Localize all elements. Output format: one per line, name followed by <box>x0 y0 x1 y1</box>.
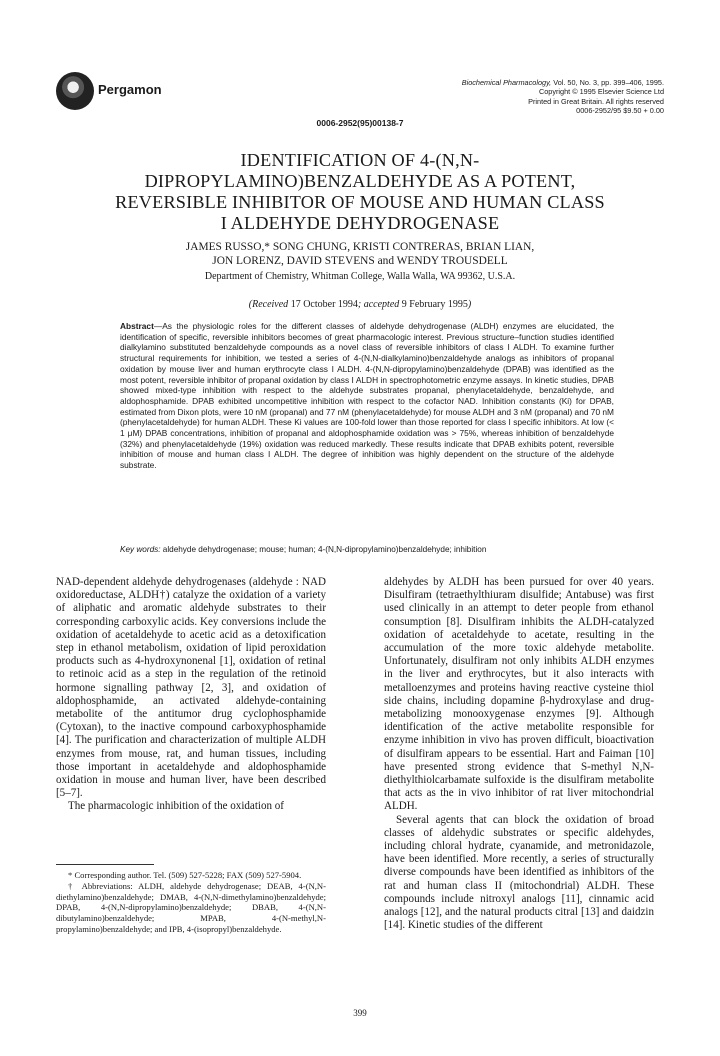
body-paragraph: Several agents that can block the oxidation of broad classes of aldehydic substrates or specific aldehydes, including chloral hydrate, cyanamide, and metronidazole, have been identified. More recently, a series of structurally diverse compounds have been identified as inhibitors of the rat and human class II (mitochondrial) ALDH. These compounds include nitroxyl analogs [11], cinnamic acid analogs [12], and the natural products citral [13] and daidzin [14]. Kinetic studies of the different <box>384 813 654 932</box>
page-number: 399 <box>353 1008 367 1018</box>
doi-code: 0006-2952(95)00138-7 <box>316 118 404 128</box>
abstract-text: —As the physiologic roles for the different classes of aldehyde dehydrogenase (ALDH) enzymes are elucidated, the identification of specific, reversible inhibitors becomes of great pharmacologic interest. Previous structure–function studies identified dialkylamino substituted benzaldehyde compounds as a novel class of reversible inhibitors of class I ALDH. To examine further structural requirements for inhibition, we tested a series of 4-(N,N-dialkylamino)benzaldehyde analogs as inhibitors of propanal oxidation by mouse liver and human erythrocyte class I ALDH. 4-(N,N-dipropylamino)benzaldehyde (DPAB) was identified as the most potent, reversible inhibitor of propanal oxidation by class I ALDH in spectrophotometric enzyme assays. In kinetic studies, DPAB showed mixed-type inhibition with respect to the aldehyde substrates propanal, phenylacetaldehyde, benzaldehyde, and aldophosphamide. DPAB exhibited uncompetitive inhibition with respect to the cofactor NAD. Inhibition constants (Ki) for DPAB, estimated from Dixon plots, were 10 nM (propanal) and 77 nM (phenylacetaldehyde) for mouse ALDH and 3 nM (propanal) and 70 nM (phenylacetaldehyde) for human ALDH. These Ki values are 100-fold lower than those reported for class I specific inhibitors. At low (< 1 μM) DPAB concentrations, inhibition of propanal and aldophosphamide oxidation was > 75%, whereas inhibition of benzaldehyde (32%) and phenylacetaldehyde (19%) oxidation was reduced markedly. These results indicate that DPAB exhibits potent, reversible inhibition of mouse and human class I ALDH. The degree of inhibition was highly dependent on the structure of the aldehyde substrate. <box>120 321 614 471</box>
body-column-left <box>56 576 326 814</box>
affiliation: Department of Chemistry, Whitman College, Walla Walla, WA 99362, U.S.A. <box>204 271 516 282</box>
keywords-text: aldehyde dehydrogenase; mouse; human; 4-(N,N-dipropylamino)benzaldehyde; inhibition <box>160 545 487 554</box>
received-suffix: ) <box>467 299 472 310</box>
publisher-logo <box>56 72 356 112</box>
footnote: * Corresponding author. Tel. (509) 527-5228; FAX (509) 527-5904. <box>68 870 302 880</box>
footnote: † Abbreviations: ALDH, aldehyde dehydrogenase; DEAB, 4-(N,N-diethylamino)benzaldehyde; DMAB, 4-(N,N-dimethylamino)benzaldehyde; DPAB, 4-(N,N-dipropylamino)benzaldehyde; DBAB, 4-(N,N-dibutylamino)benzaldehyde; MPAB, 4-(N-methyl,N-propylamino)benzaldehyde; and IPB, 4-(isopropyl)benzaldehyde. <box>56 880 326 934</box>
author-list <box>60 240 660 268</box>
article-title <box>60 150 660 234</box>
received-dates <box>60 299 660 310</box>
accepted-prefix: ; accepted <box>357 299 402 310</box>
copyright-line: Copyright © 1995 Elsevier Science Ltd <box>538 87 664 97</box>
title-line: DIPROPYLAMINO)BENZALDEHYDE AS A POTENT, <box>144 171 576 191</box>
title-line: I ALDEHYDE DEHYDROGENASE <box>220 213 500 233</box>
accepted-date: 9 February 1995 <box>401 299 468 310</box>
footnotes <box>56 870 326 935</box>
received-prefix: (Received <box>248 299 291 310</box>
body-paragraph: NAD-dependent aldehyde dehydrogenases (aldehyde : NAD oxidoreductase, ALDH†) catalyze the oxidation of a variety of aliphatic and aromatic aldehyde substrates to their corresponding carboxylic acids. Key conversions include the oxidation of acetaldehyde to acetic acid as a detoxification step in ethanol metabolism, oxidation of lipid peroxidation products such as 4-hydroxynonenal [1], oxidation of retinal to retinoic acid as a step in the regulation of the retinoid hormone signalling pathway [2, 3], and oxidation of aldophosphamide, an activated aldehyde-containing metabolite of the antitumor drug cyclophosphamide (Cytoxan), to the inactive compound carboxyphosphamide [4]. The purification and characterization of multiple ALDH enzymes from mouse, rat, and human tissues, including those important in acetaldehyde and aldophosphamide oxidation in mouse and human liver, have been described [5–7]. <box>56 576 326 800</box>
author-line: JON LORENZ, DAVID STEVENS and WENDY TROUSDELL <box>212 255 508 267</box>
title-line: IDENTIFICATION OF 4-(N,N- <box>240 150 480 170</box>
footnote-divider <box>56 864 154 865</box>
received-date: 17 October 1994 <box>290 299 358 310</box>
body-column-right <box>384 576 654 932</box>
abstract-label: Abstract <box>120 321 154 331</box>
pergamon-logo-icon <box>56 72 94 110</box>
journal-meta <box>344 78 664 115</box>
keywords-label: Key words: <box>120 545 161 554</box>
body-paragraph: The pharmacologic inhibition of the oxidation of <box>68 800 284 813</box>
body-paragraph: aldehydes by ALDH has been pursued for over 40 years. Disulfiram (tetraethylthiuram disulfide; Antabuse) was first used clinically in an attempt to deter people from ethanol consumption [8]. Disulfiram inhibits the ALDH-catalyzed oxidation of acetaldehyde to acetate, resulting in the accumulation of the more toxic aldehyde metabolite. Unfortunately, disulfiram not only inhibits ALDH enzymes in the liver and erythrocytes, but it also interacts with metalloenzymes and proteins having reactive cysteine thiol side chains, including dopamine β-hydroxylase and drug-metabolizing monooxygenase enzymes [9]. Although identification of the active metabolite responsible for enzyme inhibition in vivo has proven difficult, bioactivation of disulfiram appears to be essential. Hart and Faiman [10] have presented strong evidence that S-methyl N,N-diethylthiolcarbamate sulfoxide is the disulfiram metabolite that acts as the in vivo inhibitor of rat liver mitochondrial ALDH. <box>384 576 654 813</box>
printed-line: Printed in Great Britain. All rights reserved <box>528 96 664 106</box>
publisher-name: Pergamon <box>98 82 162 97</box>
author-line: JAMES RUSSO,* SONG CHUNG, KRISTI CONTRERAS, BRIAN LIAN, <box>185 241 535 253</box>
journal-volume: Vol. 50, No. 3, pp. 399–406, 1995. <box>551 78 664 87</box>
keywords <box>120 545 614 554</box>
issn-line: 0006-2952/95 $9.50 + 0.00 <box>576 105 664 115</box>
abstract <box>120 321 614 471</box>
title-line: REVERSIBLE INHIBITOR OF MOUSE AND HUMAN CLASS <box>115 192 605 212</box>
journal-name: Biochemical Pharmacology, <box>461 78 552 87</box>
